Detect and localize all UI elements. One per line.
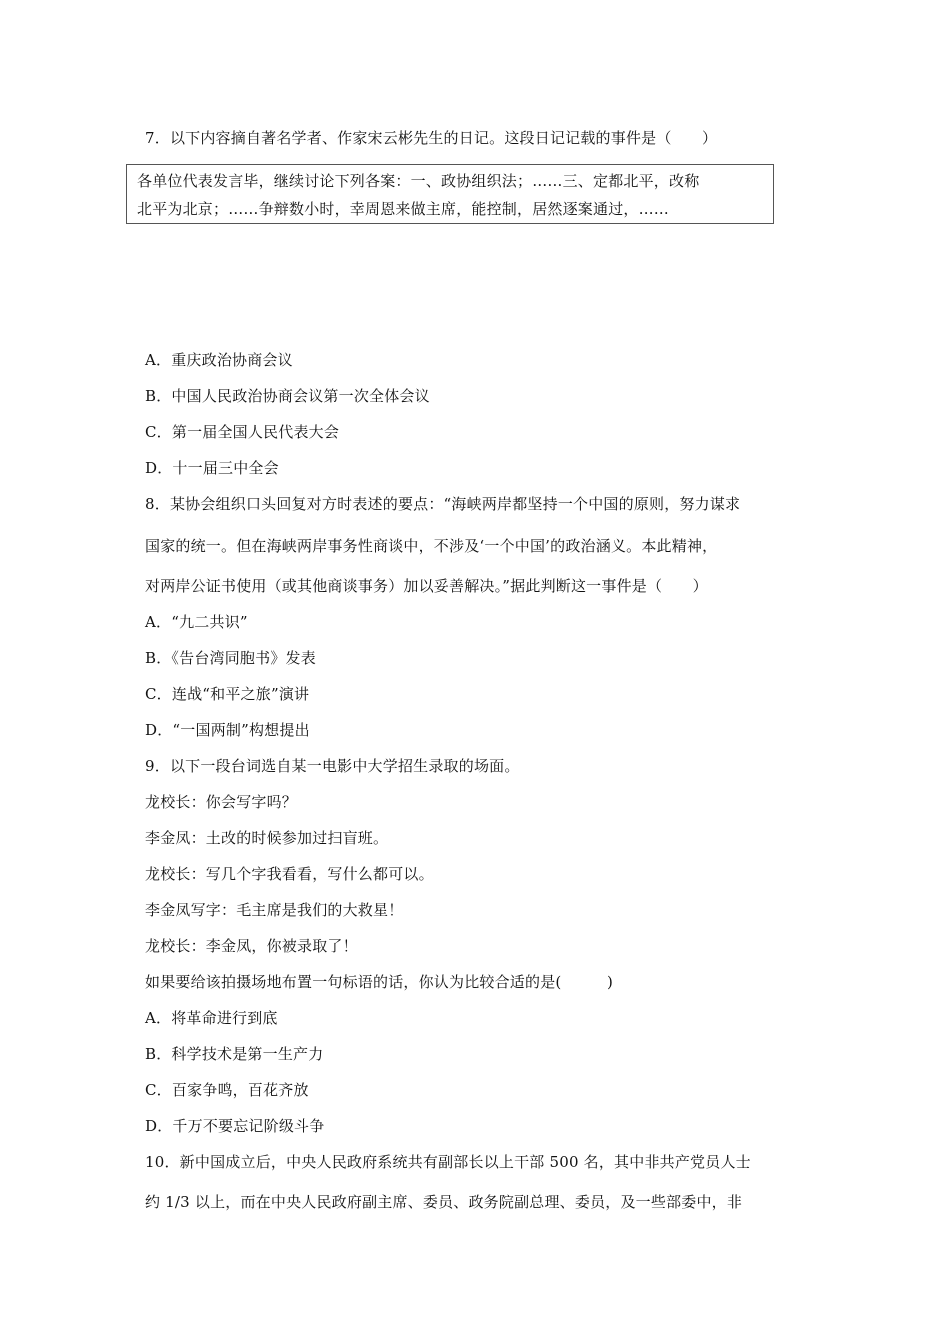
diary-quote-line: 北平为北京；……争辩数小时，幸周恩来做主席，能控制，居然逐案通过，……: [137, 200, 670, 218]
question-8-option-c: C．连战“和平之旅”演讲: [145, 685, 310, 703]
question-8-option-d: D．“一国两制”构想提出: [145, 721, 310, 739]
question-9-option-d: D．千万不要忘记阶级斗争: [145, 1117, 325, 1135]
question-8-option-b: B．《告台湾同胞书》发表: [145, 649, 316, 667]
question-8-stem-line: 对两岸公证书使用（或其他商谈事务）加以妥善解决。”据此判断这一事件是（ ）: [145, 577, 708, 595]
dialogue-line: 李金凤：土改的时候参加过扫盲班。: [145, 829, 389, 847]
question-9-option-c: C．百家争鸣，百花齐放: [145, 1081, 309, 1099]
diary-quote-box: [126, 164, 774, 224]
question-7-option-d: D．十一届三中全会: [145, 459, 279, 477]
dialogue-line: 龙校长：写几个字我看看，写什么都可以。: [145, 865, 434, 883]
question-8-option-a: A．“九二共识”: [145, 613, 248, 631]
dialogue-line: 龙校长：你会写字吗？: [145, 793, 298, 811]
dialogue-line: 李金凤写字：毛主席是我们的大救星！: [145, 901, 404, 919]
question-8-stem-line: 8．某协会组织口头回复对方时表述的要点：“海峡两岸都坚持一个中国的原则，努力谋求: [145, 495, 741, 513]
question-7-option-b: B．中国人民政治协商会议第一次全体会议: [145, 387, 430, 405]
question-10-stem-line: 10．新中国成立后，中央人民政府系统共有副部长以上干部 500 名，其中非共产党员人士: [145, 1153, 751, 1171]
question-10-stem-line: 约 1/3 以上，而在中央人民政府副主席、委员、政务院副总理、委员，及一些部委中，非: [145, 1193, 743, 1211]
question-7-option-c: C．第一届全国人民代表大会: [145, 423, 340, 441]
question-9-option-b: B．科学技术是第一生产力: [145, 1045, 324, 1063]
question-7-stem: 7．以下内容摘自著名学者、作家宋云彬先生的日记。这段日记记载的事件是（ ）: [145, 129, 718, 147]
question-9-prompt: 如果要给该拍摄场地布置一句标语的话，你认为比较合适的是( ): [145, 973, 614, 991]
question-9-stem: 9．以下一段台词选自某一电影中大学招生录取的场面。: [145, 757, 520, 775]
question-9-option-a: A．将革命进行到底: [145, 1009, 278, 1027]
dialogue-line: 龙校长：李金凤，你被录取了！: [145, 937, 358, 955]
question-7-option-a: A．重庆政治协商会议: [145, 351, 293, 369]
diary-quote-line: 各单位代表发言毕，继续讨论下列各案：一、政协组织法；……三、定都北平，改称: [137, 172, 700, 190]
question-8-stem-line: 国家的统一。但在海峡两岸事务性商谈中，不涉及‘一个中国’的政治涵义。本此精神，: [145, 537, 718, 555]
